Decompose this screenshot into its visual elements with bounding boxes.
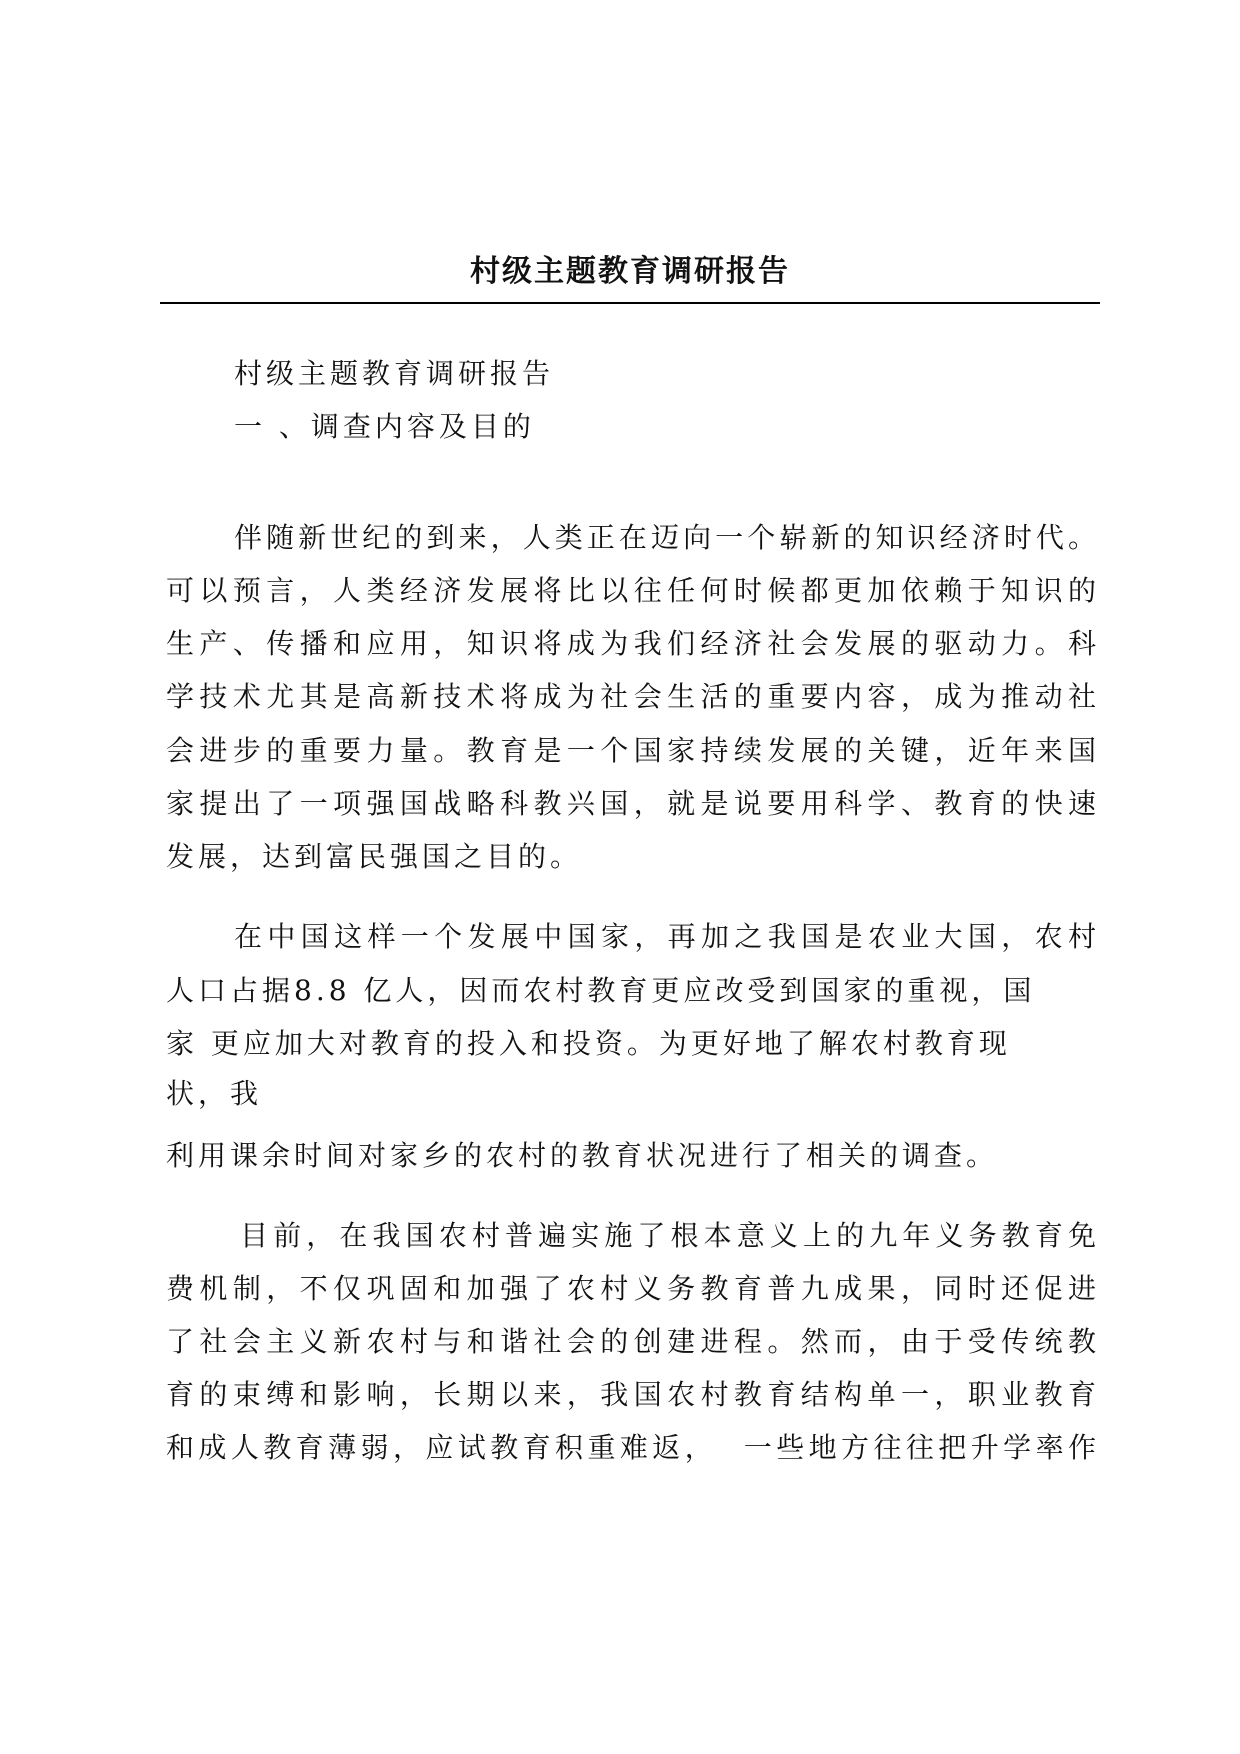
body-line: 人口占据8.8 亿人，因而农村教育更应改受到国家的重视，国 xyxy=(166,974,1036,1007)
body-line: 发展，达到富民强国之目的。 xyxy=(166,840,583,873)
title-underline xyxy=(160,302,1100,304)
body-line: 了社会主义新农村与和谐社会的创建进程。然而，由于受传统教 xyxy=(166,1325,1096,1358)
body-line: 利用课余时间对家乡的农村的教育状况进行了相关的调查。 xyxy=(166,1139,999,1172)
body-line: 可以预言，人类经济发展将比以往任何时候都更加依赖于知识的 xyxy=(166,574,1096,607)
body-line: 伴随新世纪的到来，人类正在迈向一个崭新的知识经济时代。 xyxy=(234,521,1096,554)
document-title: 村级主题教育调研报告 xyxy=(470,254,790,289)
body-line: 在中国这样一个发展中国家，再加之我国是农业大国，农村 xyxy=(234,920,1096,953)
body-line: 家 更应加大对教育的投入和投资。为更好地了解农村教育现 xyxy=(166,1027,1011,1060)
body-line: 费机制，不仅巩固和加强了农村义务教育普九成果，同时还促进 xyxy=(166,1272,1096,1305)
section-heading: 一 、调查内容及目的 xyxy=(234,410,535,443)
body-line: 家提出了一项强国战略科教兴国，就是说要用科学、教育的快速 xyxy=(166,787,1096,820)
body-line: 育的束缚和影响，长期以来，我国农村教育结构单一，职业教育 xyxy=(166,1378,1096,1411)
body-line: 生产、传播和应用，知识将成为我们经济社会发展的驱动力。科 xyxy=(166,627,1096,660)
body-line: 村级主题教育调研报告 xyxy=(234,357,555,390)
body-line: 学技术尤其是高新技术将成为社会生活的重要内容，成为推动社 xyxy=(166,680,1096,713)
body-line: 状，我 xyxy=(166,1077,263,1110)
body-line: 会进步的重要力量。教育是一个国家持续发展的关键，近年来国 xyxy=(166,734,1096,767)
body-line: 目前，在我国农村普遍实施了根本意义上的九年义务教育免 xyxy=(240,1219,1096,1252)
body-line: 和成人教育薄弱，应试教育积重难返， 一些地方往往把升学率作 xyxy=(166,1431,1096,1464)
